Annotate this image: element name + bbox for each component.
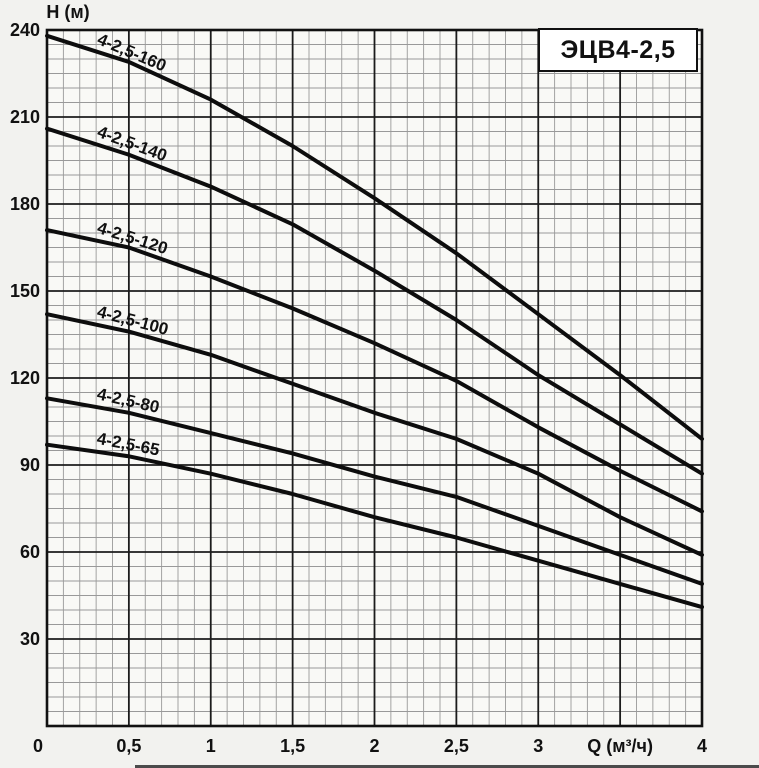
curve-label-4-2,5-160: 4-2,5-160 bbox=[94, 29, 170, 76]
y-tick-label: 150 bbox=[9, 281, 40, 301]
y-tick-label: 120 bbox=[9, 368, 40, 388]
curve-label-4-2,5-65: 4-2,5-65 bbox=[95, 428, 162, 460]
curve-label-4-2,5-120: 4-2,5-120 bbox=[94, 218, 171, 259]
x-tick-label: 1,5 bbox=[280, 736, 306, 756]
x-tick-label: 3 bbox=[533, 736, 544, 756]
y-tick-label: 240 bbox=[9, 20, 40, 40]
origin-tick-label: 0 bbox=[32, 736, 44, 756]
x-tick-label: 2,5 bbox=[443, 736, 469, 756]
y-tick-label: 90 bbox=[19, 455, 40, 475]
y-axis-title: H (м) bbox=[46, 2, 90, 22]
chart-title-box bbox=[538, 28, 698, 72]
x-tick-label: 0,5 bbox=[116, 736, 142, 756]
chart-title-text: ЭЦВ4-2,5 bbox=[560, 35, 676, 64]
x-tick-label: 1 bbox=[205, 736, 216, 756]
curve-label-4-2,5-80: 4-2,5-80 bbox=[95, 384, 162, 417]
y-tick-label: 210 bbox=[9, 107, 40, 127]
x-tick-label: 2 bbox=[369, 736, 380, 756]
y-tick-labels bbox=[10, 20, 40, 649]
x-tick-label: 4 bbox=[696, 736, 708, 756]
y-tick-label: 60 bbox=[19, 542, 40, 562]
y-tick-label: 180 bbox=[9, 194, 40, 214]
curve-label-4-2,5-100: 4-2,5-100 bbox=[95, 302, 171, 339]
curve-label-4-2,5-140: 4-2,5-140 bbox=[94, 122, 170, 166]
y-tick-label: 30 bbox=[19, 629, 40, 649]
x-axis-title: Q (м³/ч) bbox=[587, 736, 654, 756]
